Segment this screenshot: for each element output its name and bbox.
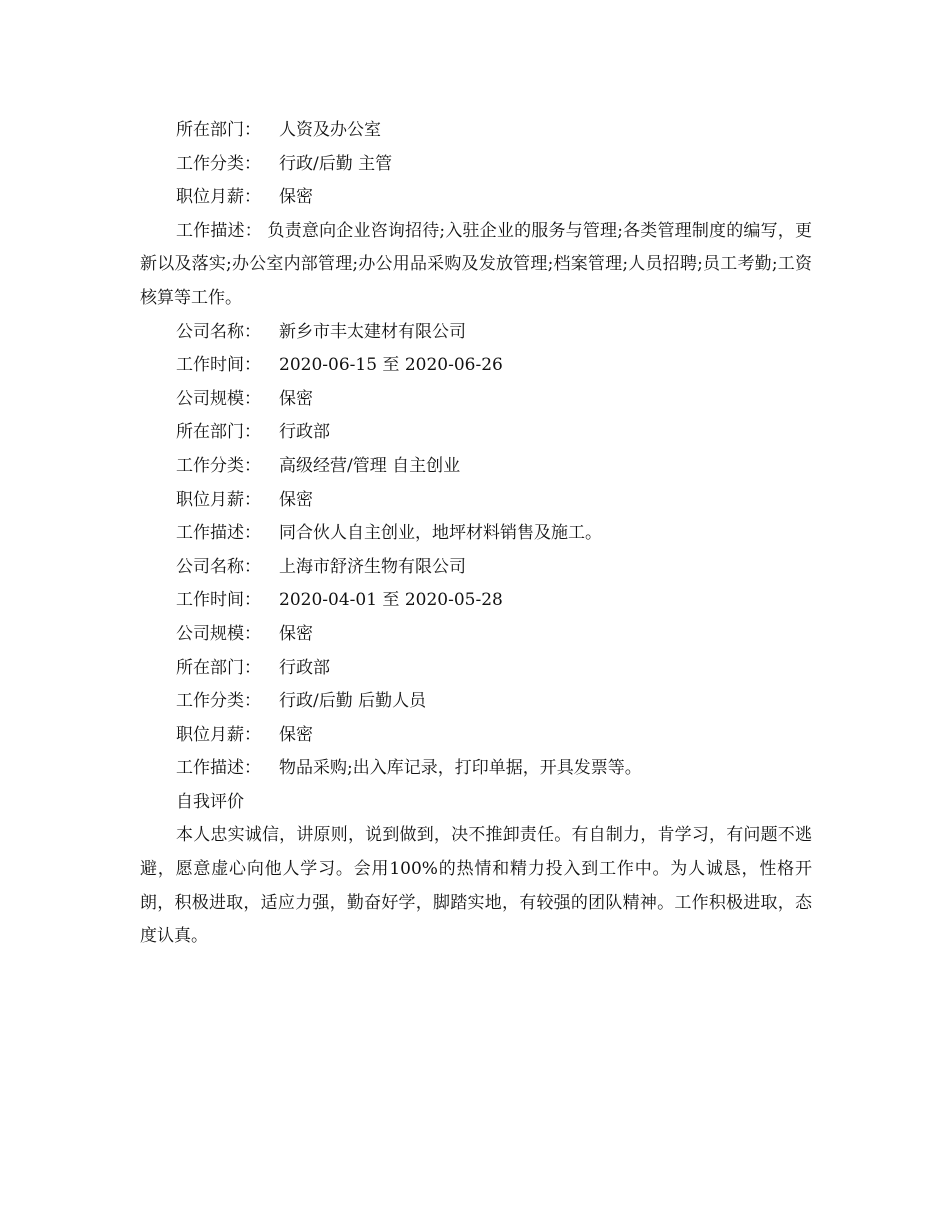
field-value: 保密 [279,724,313,745]
field-label: 工作描述： [176,220,262,241]
field-value: 保密 [279,388,313,409]
field-label: 工作描述： [176,758,261,779]
field-value: 2020-06-15 至 2020-06-26 [279,355,503,376]
category-row [140,685,812,719]
self-eval-text: 本人忠实诚信，讲原则，说到做到，决不推卸责任。有自制力，肯学习，有问题不逃避，愿意虚心向他人学习。会用100%的热情和精力投入到工作中。为人诚恳，性格开朗，积极进取，适应力强，勤奋好学，脚踏实地，有较强的团队精神。工作积极进取，态度认真。 [140,825,812,947]
time-row [140,349,812,383]
field-label: 工作分类： [176,455,261,476]
field-label: 职位月薪： [176,489,261,510]
category-row [140,148,812,182]
field-value: 同合伙人自主创业，地坪材料销售及施工。 [279,523,602,544]
field-value: 行政/后勤 主管 [279,153,393,174]
field-label: 公司规模： [176,388,261,409]
field-value: 保密 [279,623,313,644]
dept-row [140,652,812,686]
scale-row [140,618,812,652]
field-label: 公司名称： [176,321,261,342]
field-label: 工作时间： [176,590,261,611]
salary-row [140,484,812,518]
field-label: 公司规模： [176,623,261,644]
field-value: 物品采购;出入库记录，打印单据，开具发票等。 [279,758,642,779]
desc-row [140,517,812,551]
field-label: 工作分类： [176,153,261,174]
field-value: 2020-04-01 至 2020-05-28 [279,590,503,611]
field-value: 行政/后勤 后勤人员 [279,691,427,712]
resume-page [140,114,812,954]
field-value: 行政部 [279,422,330,443]
company-row [140,551,812,585]
field-label: 工作描述： [176,523,261,544]
salary-row [140,181,812,215]
field-value: 人资及办公室 [279,120,381,140]
field-label: 工作分类： [176,691,261,712]
field-label: 所在部门： [176,120,261,140]
dept-row [140,114,812,148]
job-description [140,215,812,316]
desc-row [140,752,812,786]
field-label: 所在部门： [176,657,261,678]
field-value: 负责意向企业咨询招待;入驻企业的服务与管理;各类管理制度的编写，更新以及落实;办公室内部管理;办公用品采购及发放管理;档案管理;人员招聘;员工考勤;工资核算等工作。 [140,220,812,308]
field-label: 公司名称： [176,556,261,577]
category-row [140,450,812,484]
self-eval-heading: 自我评价 [176,791,244,812]
field-value: 高级经营/管理 自主创业 [279,455,461,476]
field-label: 工作时间： [176,355,261,376]
field-label: 职位月薪： [176,187,261,208]
field-value: 上海市舒济生物有限公司 [279,556,466,577]
field-value: 保密 [279,489,313,510]
field-value: 行政部 [279,657,330,678]
time-row [140,584,812,618]
salary-row [140,719,812,753]
company-row [140,316,812,350]
field-label: 职位月薪： [176,724,261,745]
field-label: 所在部门： [176,422,261,443]
field-value: 新乡市丰太建材有限公司 [279,321,466,342]
dept-row [140,416,812,450]
scale-row [140,383,812,417]
field-value: 保密 [279,187,313,208]
